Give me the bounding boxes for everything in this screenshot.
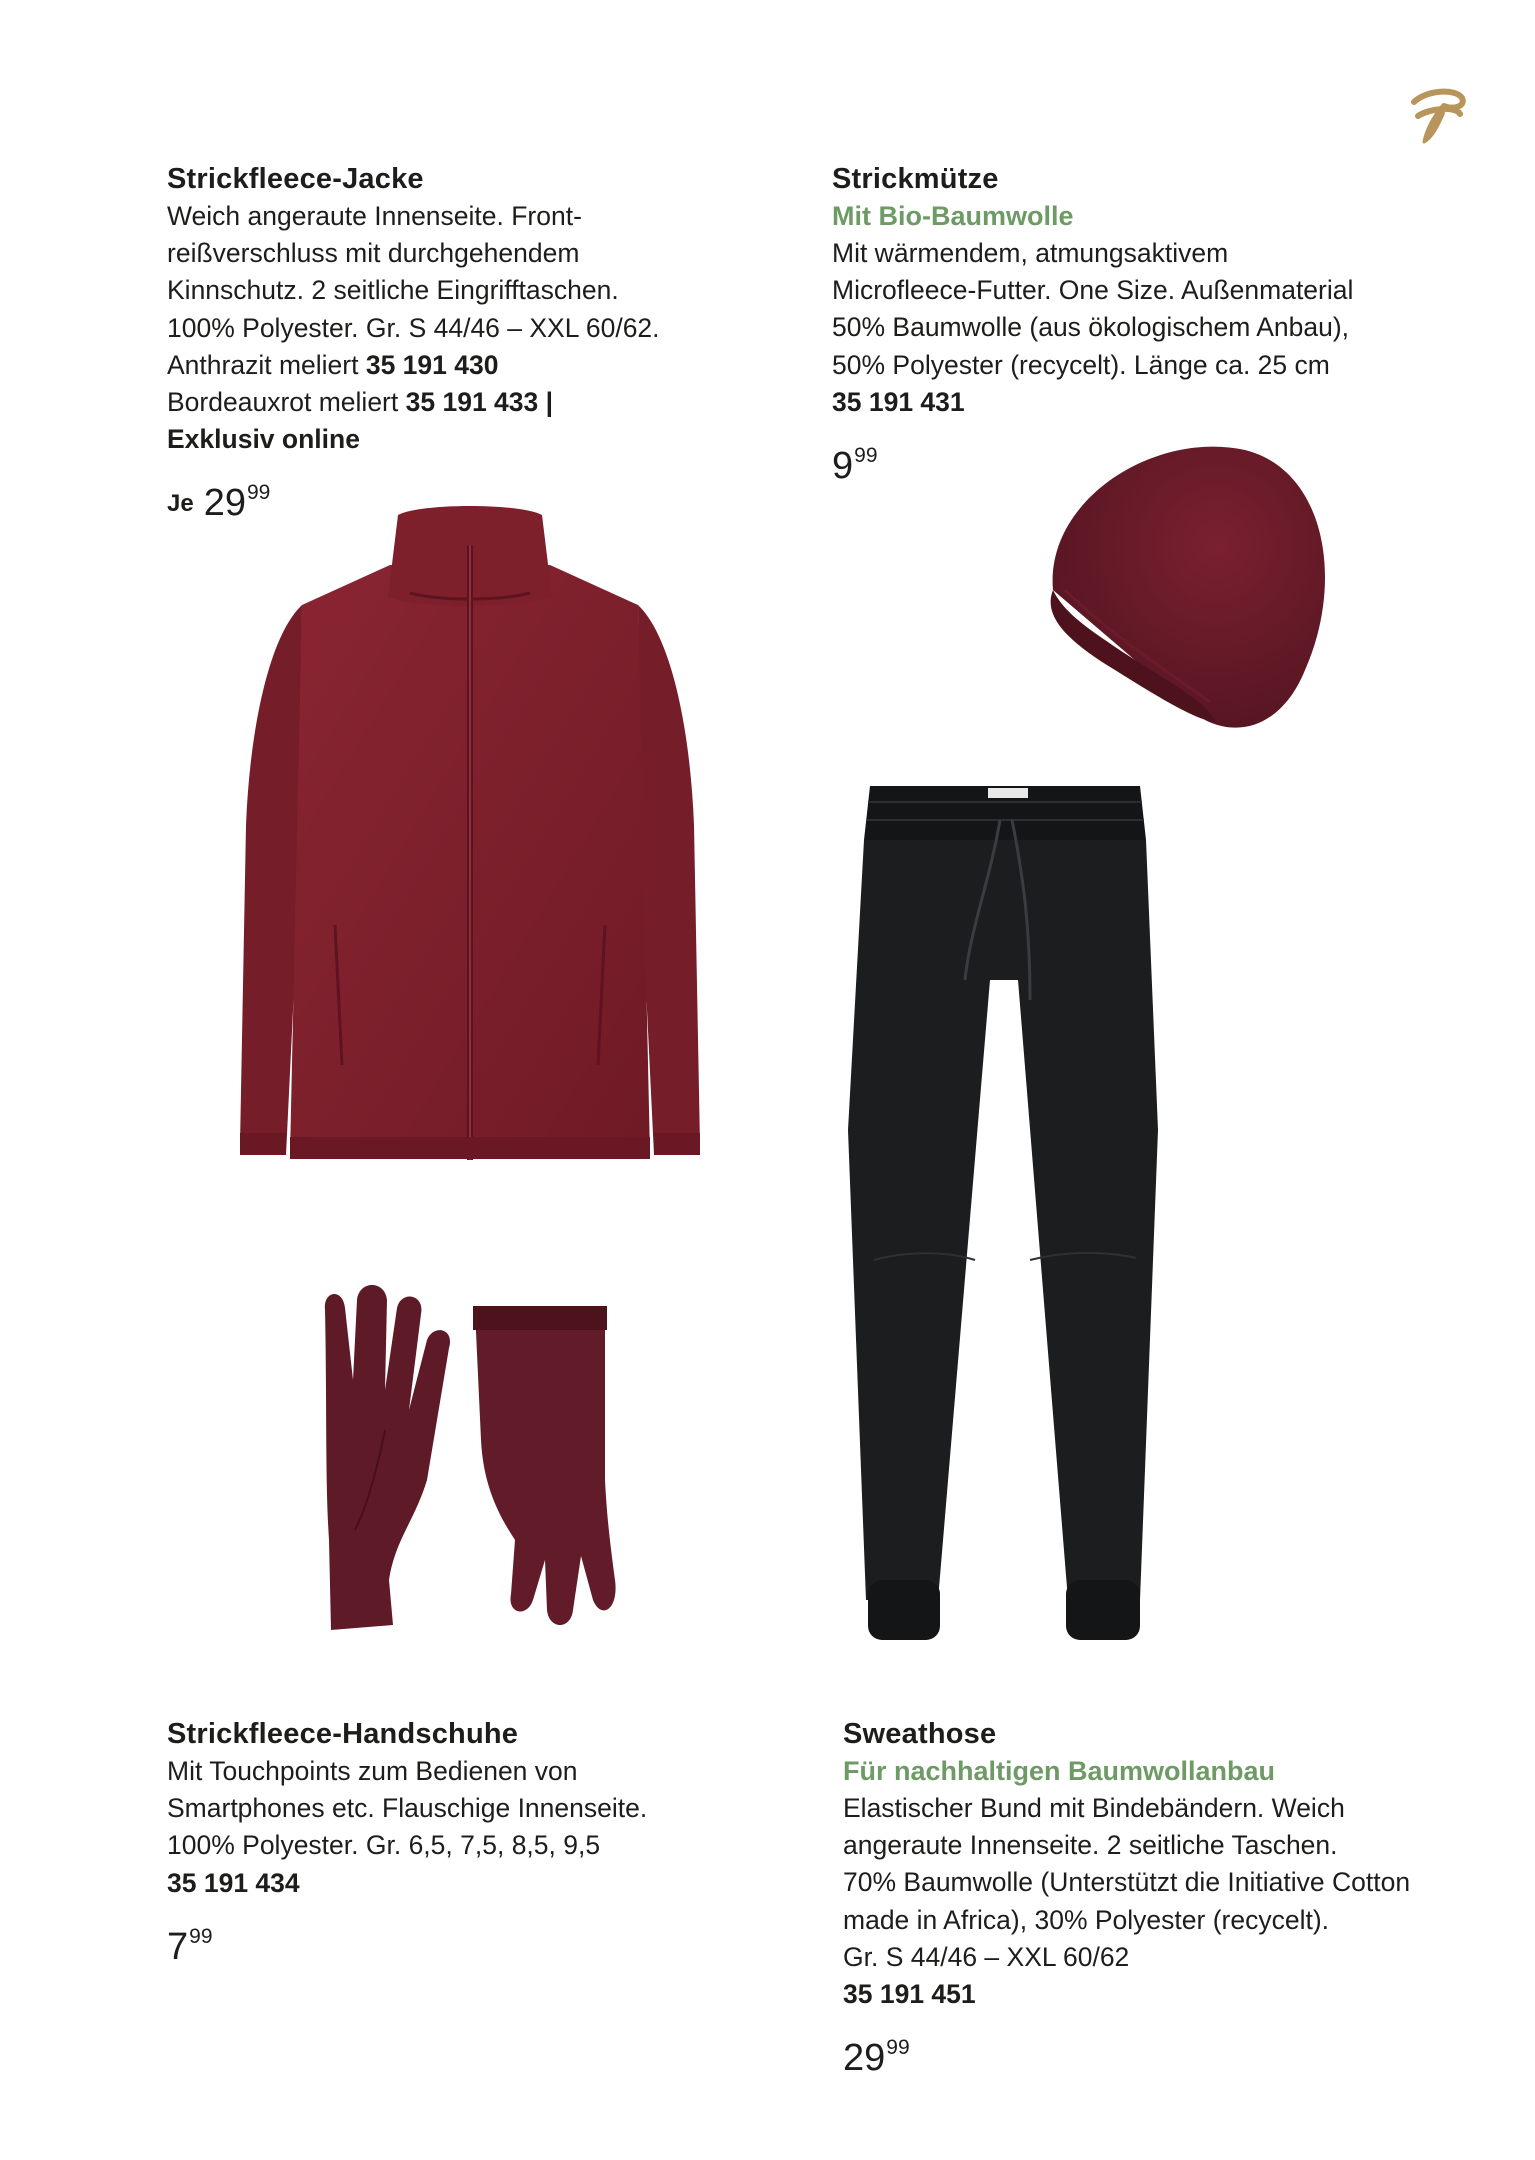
desc-line: 50% Polyester (recycelt). Länge ca. 25 cm [832,349,1330,380]
article-number: 35 191 431 [832,386,965,417]
price-main: 7 [167,1925,189,1968]
article-number: 35 191 433 | [405,387,554,418]
article-number: 35 191 434 [167,1867,300,1898]
desc-line: 50% Baumwolle (aus ökologischem Anbau), [832,312,1350,343]
desc-line: Kinnschutz. 2 seitliche Eingrifftaschen. [167,275,619,306]
sweatpants-image [840,780,1165,1650]
price [843,2025,1463,2081]
tchibo-logo-icon [1404,82,1470,148]
product-description [167,1753,727,1865]
desc-line: Elastischer Bund mit Bindebändern. Weich [843,1793,1345,1823]
desc-line: reißverschluss mit durchgehendem [167,238,580,269]
exclusive-online-label: Exklusiv online [167,424,360,455]
product-title: Strickmütze [832,163,999,195]
desc-line: 70% Baumwolle (Unterstützt die Initiative Cotton [843,1867,1411,1898]
price [167,1914,727,1970]
knit-beanie-image [1035,440,1335,735]
variant-line [167,384,727,421]
product-jacket [167,160,727,527]
desc-line: made in Africa), 30% Polyester (recycelt). [843,1904,1330,1935]
price-main: 9 [832,445,854,488]
article-number: 35 191 430 [365,349,499,380]
desc-line: Weich angeraute Innenseite. Front- [167,201,582,231]
desc-line: Smartphones etc. Flauschige Innenseite. [167,1793,648,1824]
price-main: 29 [203,482,246,525]
product-title: Sweathose [843,1718,997,1750]
product-title: Strickfleece-Handschuhe [167,1718,519,1750]
variant-label: Anthrazit meliert [167,349,359,380]
desc-line: Microfleece-Futter. One Size. Außenmaterial [832,275,1354,306]
desc-line: 100% Polyester. Gr. 6,5, 7,5, 8,5, 9,5 [167,1830,601,1861]
fleece-gloves-image [315,1280,625,1635]
desc-line: Gr. S 44/46 – XXL 60/62 [843,1941,1130,1972]
fleece-jacket-image [240,505,700,1165]
product-subtitle: Mit Bio-Baumwolle [832,201,1074,231]
price-prefix: Je [167,490,194,518]
price-cents: 99 [189,1924,213,1948]
desc-line: Mit wärmendem, atmungsaktivem [832,238,1229,268]
product-gloves [167,1715,727,1970]
variant-line [167,347,727,384]
product-sweatpants [843,1715,1463,2081]
product-description [843,1790,1463,1976]
desc-line: angeraute Innenseite. 2 seitliche Taschen. [843,1830,1338,1861]
price-main: 29 [843,2037,886,2080]
article-number: 35 191 451 [843,1979,976,2010]
desc-line: Mit Touchpoints zum Bedienen von [167,1756,578,1786]
desc-line: 100% Polyester. Gr. S 44/46 – XXL 60/62. [167,312,660,343]
product-description [167,198,727,421]
product-subtitle: Für nachhaltigen Baumwollanbau [843,1756,1276,1786]
price-cents: 99 [886,2036,910,2060]
price-cents: 99 [246,481,271,505]
product-description [832,235,1432,384]
price-cents: 99 [854,444,878,468]
product-title: Strickfleece-Jacke [167,163,424,195]
variant-label: Bordeauxrot meliert [167,387,399,418]
